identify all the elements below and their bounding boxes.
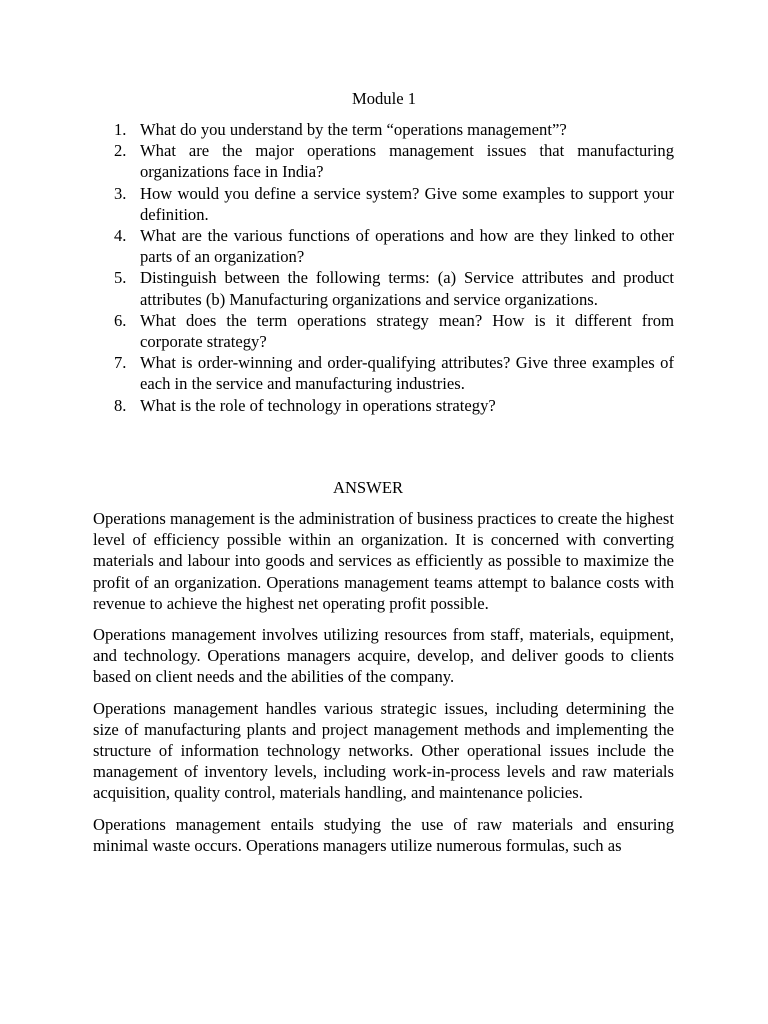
question-text: What is the role of technology in operations strategy? (140, 395, 496, 415)
question-item (114, 225, 674, 267)
question-item (114, 183, 674, 225)
question-item (114, 119, 674, 140)
question-item (114, 310, 674, 352)
question-text: What is order-winning and order-qualifying attributes? Give three examples of each in the service and manufacturing industries. (140, 353, 674, 394)
question-number: 8. (114, 395, 127, 415)
answer-paragraph: Operations management is the administration of business practices to create the highest level of efficiency possible within an organization. It is concerned with converting materials and labour into goods and services as efficiently as possible to maximize the profit of an organization. Operations management teams attempt to balance costs with revenue to achieve the highest net operating profit possible. (93, 509, 674, 613)
question-text: What are the various functions of operations and how are they linked to other parts of an organization? (140, 226, 674, 267)
question-text: How would you define a service system? Give some examples to support your definition. (140, 183, 674, 224)
answer-paragraph: Operations management involves utilizing resources from staff, materials, equipment, and technology. Operations managers acquire, develop, and deliver goods to clients based on client needs and the abilities of the company. (93, 625, 674, 687)
question-number: 2. (114, 141, 127, 161)
question-number: 1. (114, 120, 127, 139)
question-number: 7. (114, 353, 127, 373)
answer-paragraph: Operations management entails studying the use of raw materials and ensuring minimal waste occurs. Operations managers utilize numerous formulas, such as (93, 814, 674, 855)
question-item (114, 267, 674, 309)
question-item (114, 352, 674, 394)
question-number: 4. (114, 226, 127, 246)
question-text: What are the major operations management issues that manufacturing organizations face in India? (140, 141, 674, 182)
module-title: Module 1 (351, 89, 417, 108)
question-number: 5. (114, 268, 127, 288)
question-item (114, 140, 674, 182)
question-list (114, 119, 674, 416)
answer-title: ANSWER (332, 478, 404, 497)
answer-body (93, 508, 674, 866)
question-text: What does the term operations strategy mean? How is it different from corporate strategy? (140, 310, 674, 352)
answer-paragraph: Operations management handles various strategic issues, including determining the size of manufacturing plants and project management methods and implementing the structure of information technology networks. Other operational issues include the management of inventory levels, including work-in-process levels and raw materials acquisition, quality control, materials handling, and maintenance policies. (93, 698, 674, 803)
question-number: 6. (114, 310, 127, 330)
question-text: What do you understand by the term “operations management”? (140, 120, 567, 139)
question-item (114, 395, 674, 416)
question-text: Distinguish between the following terms: (a) Service attributes and product attributes (b) Manufacturing organizations and service organizations. (140, 268, 674, 309)
question-number: 3. (114, 183, 127, 203)
